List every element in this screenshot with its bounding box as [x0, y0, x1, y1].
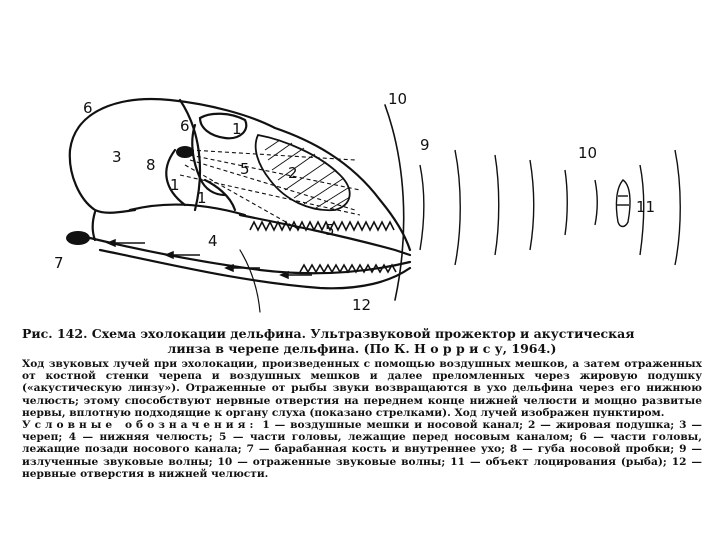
label-9: 9 [420, 136, 430, 154]
label-6a: 6 [83, 99, 93, 117]
label-10a: 10 [388, 90, 408, 108]
caption-title-line2: линза в черепе дельфина. (По К. Н о р р и с у, 1964.) [167, 341, 557, 356]
caption-legend [22, 419, 702, 480]
figure-caption [22, 326, 702, 480]
label-5b: 5 [325, 221, 335, 239]
label-5a: 5 [240, 160, 250, 178]
label-6b: 6 [180, 117, 190, 135]
label-1c: 1 [197, 189, 207, 207]
caption-title [22, 326, 702, 356]
fish-target [616, 180, 630, 227]
label-7: 7 [54, 254, 64, 272]
label-3: 3 [112, 148, 122, 166]
diagram-labels [54, 90, 655, 314]
label-4: 4 [208, 232, 218, 250]
jaw-teeth [250, 222, 396, 272]
sound-ray-paths [180, 150, 360, 230]
label-12: 12 [352, 296, 372, 314]
label-2: 2 [288, 164, 298, 182]
label-10b: 10 [578, 144, 598, 162]
caption-title-line1: Рис. 142. Схема эхолокации дельфина. Ультразвуковой прожектор и акустическая [22, 326, 635, 341]
legend-heading: Условные обозначения: [22, 419, 258, 432]
caption-body: Ход звуковых лучей при эхолокации, произведенных с помощью воздушных мешков, а затем отраженных от костной стенки черепа и воздушных мешков и далее преломленных через жировую подушку («акустическую линзу»). Отраженные от рыбы звуки возвращаются в ухо дельфина через его нижнюю челюсть; этому способствуют нервные отверстия на переднем конце нижней челюсти и мощно развитые нервы, вплотную подходящие к органу слуха (показано стрелками). Ход лучей изображен пунктиром. [22, 358, 702, 419]
nasal-plug-lip [176, 146, 194, 158]
label-11: 11 [636, 198, 656, 216]
legend-text: 1 — воздушные мешки и носовой канал; 2 — жировая подушка; 3 — череп; 4 — нижняя челюсть; 5 — части головы, лежащие перед носовым каналом; 6 — части головы, лежащие позади носового канала; 7 — барабанная кость и внутреннее ухо; 8 — губа носовой пробки; 9 — излученные звуковые волны; 10 — отраженные звуковые волны; 11 — объект лоцирования (рыба); 12 — нервные отверстия в нижней челюсти. [22, 419, 702, 480]
tympanic-bone [66, 231, 90, 245]
label-1a: 1 [232, 120, 242, 138]
fat-cushion-hatching [265, 140, 350, 209]
label-1b: 1 [170, 176, 180, 194]
label-8: 8 [146, 156, 156, 174]
